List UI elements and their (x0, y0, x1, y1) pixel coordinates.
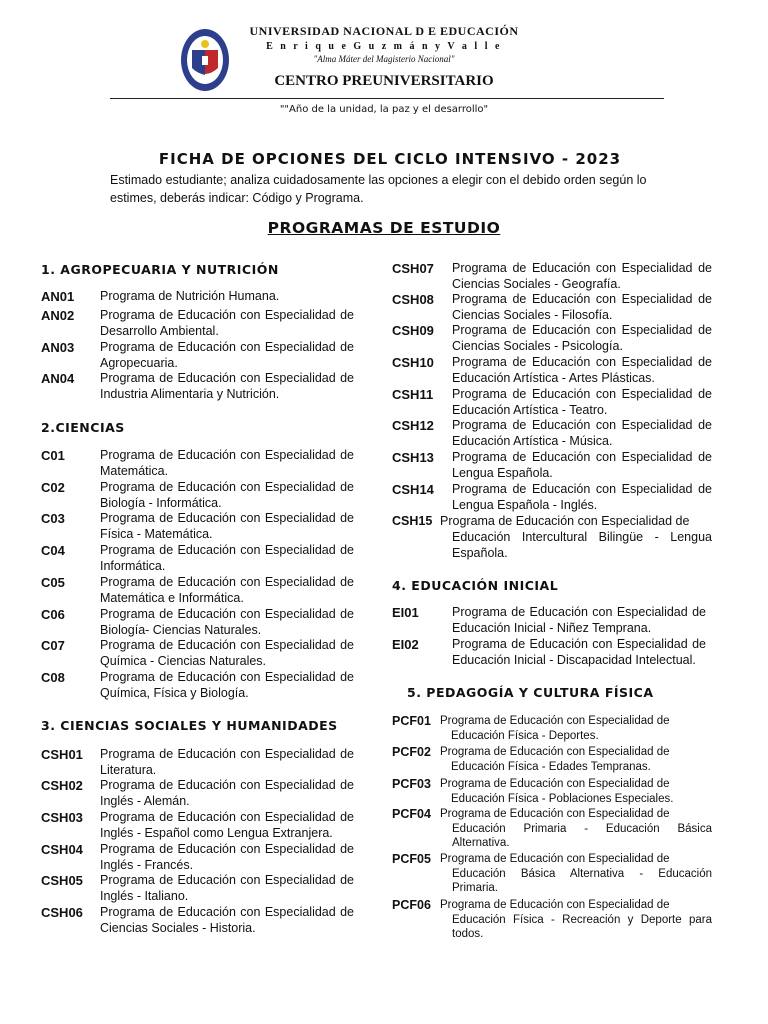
university-motto: "Alma Máter del Magisterio Nacional" (313, 54, 455, 64)
program-description: Programa de Educación con Especialidad de Biología - Informática. (100, 480, 354, 510)
program-code: C05 (41, 575, 65, 590)
section-heading-agropecuaria: 1. AGROPECUARIA Y NUTRICIÓN (41, 262, 279, 277)
program-code: AN02 (41, 308, 75, 323)
program-description: Programa de Educación con Especialidad de Ciencias Sociales - Filosofía. (452, 292, 712, 322)
program-code: PCF01 (392, 714, 431, 728)
program-code: CSH12 (392, 418, 434, 433)
program-description: Programa de Educación con Especialidad de Educación Física - Recreación y Deporte para todos. (440, 899, 712, 941)
program-code: CSH06 (41, 905, 83, 920)
program-code: PCF04 (392, 807, 431, 821)
program-description: Programa de Educación con Especialidad de Educación Inicial - Discapacidad Intelectual. (452, 637, 706, 667)
program-description: Programa de Educación con Especialidad de Educación Física - Edades Tempranas. (440, 746, 670, 773)
section-heading-ciencias: 2.CIENCIAS (41, 420, 125, 435)
program-description: Programa de Educación con Especialidad de Industria Alimentaria y Nutrición. (100, 371, 354, 401)
program-code: AN04 (41, 371, 75, 386)
program-description: Programa de Educación con Especialidad de Lengua Española. (452, 450, 712, 480)
university-founder-name: E n r i q u e G u z m á n y V a l l e (266, 41, 502, 52)
program-code: PCF03 (392, 777, 431, 791)
program-code: C07 (41, 638, 65, 653)
intro-text: Estimado estudiante; analiza cuidadosamente las opciones a elegir con el debido orden según lo estimes, deberás indicar: Código y Programa. (110, 173, 647, 205)
section-heading-pedagogia: 5. PEDAGOGÍA Y CULTURA FÍSICA (407, 685, 654, 700)
program-code: CSH02 (41, 778, 83, 793)
program-description: Programa de Educación con Especialidad de Educación Artística - Artes Plásticas. (452, 355, 712, 385)
program-code: CSH10 (392, 355, 434, 370)
program-description: Programa de Educación con Especialidad de Física - Matemática. (100, 511, 354, 541)
program-description: Programa de Educación con Especialidad de Matemática. (100, 448, 354, 478)
program-description: Programa de Educación con Especialidad de Educación Física - Deportes. (440, 715, 670, 742)
program-code: EI02 (392, 637, 419, 652)
program-description: Programa de Educación con Especialidad de Educación Inicial - Niñez Temprana. (452, 605, 706, 635)
program-description: Programa de Educación con Especialidad de Educación Primaria - Educación Básica Alternativa. (440, 808, 712, 850)
programs-title: PROGRAMAS DE ESTUDIO (267, 219, 501, 237)
program-description: Programa de Educación con Especialidad de Literatura. (100, 747, 354, 777)
program-code: PCF06 (392, 898, 431, 912)
program-code: CSH05 (41, 873, 83, 888)
program-description: Programa de Educación con Especialidad de Ciencias Sociales - Psicología. (452, 323, 712, 353)
program-description: Programa de Educación con Especialidad de Informática. (100, 543, 354, 573)
section-heading-educacion-inicial: 4. EDUCACIÓN INICIAL (392, 578, 559, 593)
program-description: Programa de Educación con Especialidad de Química, Física y Biología. (100, 670, 354, 700)
program-code: CSH13 (392, 450, 434, 465)
program-code: CSH04 (41, 842, 83, 857)
program-code: PCF02 (392, 745, 431, 759)
program-description: Programa de Educación con Especialidad de Biología- Ciencias Naturales. (100, 607, 354, 637)
document-title: FICHA DE OPCIONES DEL CICLO INTENSIVO - 2023 (158, 150, 622, 168)
program-description: Programa de Nutrición Humana. (100, 289, 280, 303)
program-code: C08 (41, 670, 65, 685)
program-description: Programa de Educación con Especialidad de Educación Básica Alternativa - Educación Primaria. (440, 853, 712, 895)
program-description: Programa de Educación con Especialidad de Educación Artística - Música. (452, 418, 712, 448)
program-code: CSH08 (392, 292, 434, 307)
program-code: CSH15 (392, 514, 433, 528)
program-description: Programa de Educación con Especialidad de Inglés - Español como Lengua Extranjera. (100, 810, 354, 840)
program-code: C04 (41, 543, 65, 558)
header-divider (110, 98, 664, 99)
program-code: CSH09 (392, 323, 434, 338)
program-code: CSH07 (392, 261, 434, 276)
program-description: Programa de Educación con Especialidad de Inglés - Italiano. (100, 873, 354, 903)
program-description: Programa de Educación con Especialidad de Educación Intercultural Bilingüe - Lengua Española. (440, 514, 712, 560)
program-description: Programa de Educación con Especialidad de Inglés - Francés. (100, 842, 354, 872)
program-code: C01 (41, 448, 65, 463)
program-code: C03 (41, 511, 65, 526)
program-code: PCF05 (392, 852, 431, 866)
section-heading-ciencias-sociales: 3. CIENCIAS SOCIALES Y HUMANIDADES (41, 718, 338, 733)
program-code: CSH11 (392, 387, 434, 402)
program-description: Programa de Educación con Especialidad de Química - Ciencias Naturales. (100, 638, 354, 668)
program-description: Programa de Educación con Especialidad de Ciencias Sociales - Geografía. (452, 261, 712, 291)
program-code: AN03 (41, 340, 75, 355)
program-description: Programa de Educación con Especialidad de Desarrollo Ambiental. (100, 308, 354, 338)
year-motto: ""Año de la unidad, la paz y el desarrollo" (279, 104, 489, 115)
program-description: Programa de Educación con Especialidad de Lengua Española - Inglés. (452, 482, 712, 512)
program-description: Programa de Educación con Especialidad de Inglés - Alemán. (100, 778, 354, 808)
program-code: C06 (41, 607, 65, 622)
program-code: AN01 (41, 289, 75, 304)
program-code: CSH01 (41, 747, 83, 762)
program-description: Programa de Educación con Especialidad de Ciencias Sociales - Historia. (100, 905, 354, 935)
program-description: Programa de Educación con Especialidad de Matemática e Informática. (100, 575, 354, 605)
program-description: Programa de Educación con Especialidad de Educación Artística - Teatro. (452, 387, 712, 417)
program-code: CSH14 (392, 482, 434, 497)
program-description: Programa de Educación con Especialidad de Agropecuaria. (100, 340, 354, 370)
program-code: C02 (41, 480, 65, 495)
program-code: EI01 (392, 605, 419, 620)
center-name: CENTRO PREUNIVERSITARIO (274, 73, 494, 89)
university-name: UNIVERSIDAD NACIONAL D E EDUCACIÓN (249, 24, 519, 38)
program-code: CSH03 (41, 810, 83, 825)
program-description: Programa de Educación con Especialidad de Educación Física - Poblaciones Especiales. (440, 778, 674, 805)
